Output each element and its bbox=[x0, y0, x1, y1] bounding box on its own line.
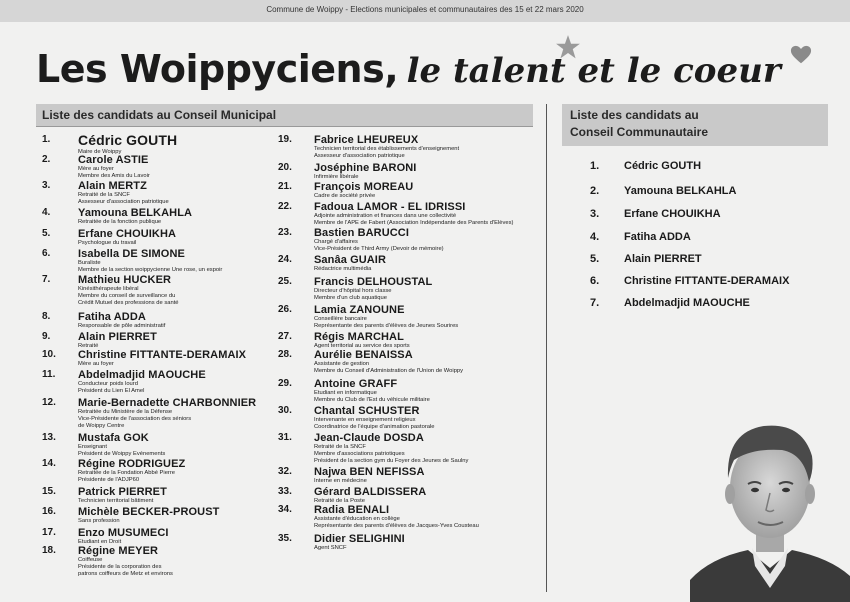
candidate-number: 1. bbox=[42, 134, 51, 145]
communautaire-entry bbox=[590, 275, 789, 287]
candidate-description: Cadre de société privée bbox=[314, 193, 376, 199]
candidate-number: 19. bbox=[278, 134, 292, 145]
candidate-name: Régine RODRIGUEZ bbox=[78, 458, 186, 470]
candidate-description: Assistante de gestion Membre du Conseil d'Administration de l'Union de Woippy bbox=[314, 361, 464, 374]
candidate-number: 32. bbox=[278, 466, 292, 477]
communautaire-entry bbox=[590, 160, 701, 172]
candidate-name: Aurélie BENAISSA bbox=[314, 349, 413, 361]
communautaire-name: Christine FITTANTE-DERAMAIX bbox=[624, 275, 790, 287]
candidate-description: Retraitée du Ministère de la Défense Vice-Présidente de l'association des séniors de Woippy Centre bbox=[78, 409, 192, 429]
candidate-description: Infirmière libérale bbox=[314, 174, 359, 180]
candidate-number: 13. bbox=[42, 432, 56, 443]
communautaire-list-heading bbox=[562, 104, 828, 146]
communautaire-entry bbox=[590, 297, 750, 309]
candidate-number: 30. bbox=[278, 405, 292, 416]
candidate-name: Alain PIERRET bbox=[78, 331, 157, 343]
communautaire-heading-line2: Conseil Communautaire bbox=[570, 124, 709, 139]
communautaire-name: Alain PIERRET bbox=[624, 253, 702, 265]
candidate-number: 21. bbox=[278, 181, 292, 192]
communautaire-name: Fatiha ADDA bbox=[624, 231, 691, 243]
candidate-number: 35. bbox=[278, 533, 292, 544]
communautaire-number: 6. bbox=[590, 275, 600, 287]
candidate-description: Etudiant en Droit bbox=[78, 539, 122, 545]
candidate-description: Agent SNCF bbox=[314, 545, 347, 551]
candidate-number: 2. bbox=[42, 154, 51, 165]
header-bar bbox=[0, 0, 850, 22]
candidate-name: Christine FITTANTE-DERAMAIX bbox=[78, 349, 247, 361]
title-main: Les Woippyciens, bbox=[36, 47, 399, 91]
communautaire-name: Erfane CHOUIKHA bbox=[624, 208, 721, 220]
candidate-description: Chargé d'affaires Vice-Président de Third Army (Devoir de mémoire) bbox=[314, 239, 444, 252]
candidate-name: Alain MERTZ bbox=[78, 180, 147, 192]
candidate-description: Retraitée de la Fondation Abbé Pierre Présidente de l'ADJP60 bbox=[78, 470, 175, 483]
candidate-description: Retraitée de la fonction publique bbox=[78, 219, 162, 225]
candidate-number: 8. bbox=[42, 311, 51, 322]
candidate-name: Chantal SCHUSTER bbox=[314, 405, 420, 417]
candidate-number: 17. bbox=[42, 527, 56, 538]
candidate-number: 12. bbox=[42, 397, 56, 408]
candidate-name: Joséphine BARONI bbox=[314, 162, 417, 174]
communautaire-name: Abdelmadjid MAOUCHE bbox=[624, 297, 750, 309]
candidate-name: Patrick PIERRET bbox=[78, 486, 167, 498]
candidate-name: Bastien BARUCCI bbox=[314, 227, 410, 239]
candidate-description: Retraité de la SNCF Assesseur d'association patriotique bbox=[78, 192, 169, 205]
candidate-name: Didier SELIGHINI bbox=[314, 533, 405, 545]
municipal-list-heading: Liste des candidats au Conseil Municipal bbox=[36, 104, 533, 126]
star-icon bbox=[555, 34, 581, 60]
candidate-name: Mathieu HUCKER bbox=[78, 274, 172, 286]
candidate-number: 33. bbox=[278, 486, 292, 497]
candidate-number: 28. bbox=[278, 349, 292, 360]
communautaire-entry bbox=[590, 208, 721, 220]
candidate-number: 31. bbox=[278, 432, 292, 443]
candidate-name: Régine MEYER bbox=[78, 545, 159, 557]
candidate-name: Enzo MUSUMECI bbox=[78, 527, 169, 539]
candidate-description: Retraité bbox=[78, 343, 99, 349]
communautaire-number: 4. bbox=[590, 231, 600, 243]
candidate-number: 27. bbox=[278, 331, 292, 342]
candidate-name: Sanâa GUAIR bbox=[314, 254, 387, 266]
page-title bbox=[36, 47, 781, 91]
candidate-number: 26. bbox=[278, 304, 292, 315]
candidate-number: 34. bbox=[278, 504, 292, 515]
candidate-name: Cédric GOUTH bbox=[78, 132, 178, 148]
candidate-number: 14. bbox=[42, 458, 56, 469]
communautaire-number: 2. bbox=[590, 185, 600, 197]
communautaire-entry bbox=[590, 231, 691, 243]
candidate-description: Agent territorial au service des sports bbox=[314, 343, 410, 349]
title-script: le talent et le coeur bbox=[406, 51, 781, 91]
candidate-number: 29. bbox=[278, 378, 292, 389]
candidate-number: 6. bbox=[42, 248, 51, 259]
communautaire-name: Cédric GOUTH bbox=[624, 160, 702, 172]
candidate-number: 20. bbox=[278, 162, 292, 173]
candidate-name: Isabella DE SIMONE bbox=[78, 248, 185, 260]
candidate-name: Mustafa GOK bbox=[78, 432, 149, 444]
candidate-description: Kinésithérapeute libéral Membre du conseil de surveillance du Crédit Mutuel des professions de santé bbox=[78, 286, 179, 306]
candidate-name: Michèle BECKER-PROUST bbox=[78, 506, 220, 518]
candidate-number: 4. bbox=[42, 207, 51, 218]
candidate-name: Fatiha ADDA bbox=[78, 311, 146, 323]
candidate-number: 11. bbox=[42, 369, 56, 380]
candidate-number: 18. bbox=[42, 545, 56, 556]
column-divider bbox=[546, 104, 547, 592]
heading-underline bbox=[36, 126, 533, 127]
candidate-description: Enseignant Président de Woippy Evénements bbox=[78, 444, 166, 457]
candidate-name: Jean-Claude DOSDA bbox=[314, 432, 424, 444]
communautaire-entry bbox=[590, 253, 702, 265]
candidate-description: Mère au foyer bbox=[78, 361, 114, 367]
candidate-description: Assistante d'éducation en collège Représentante des parents d'élèves de Jacques-Yves Cousteau bbox=[314, 516, 479, 529]
heart-icon bbox=[790, 44, 812, 66]
candidate-number: 25. bbox=[278, 276, 292, 287]
candidate-description: Buraliste Membre de la section woippycienne Une rose, un espoir bbox=[78, 260, 223, 273]
candidate-name: Radia BENALI bbox=[314, 504, 390, 516]
communautaire-heading-line1: Liste des candidats au bbox=[570, 108, 699, 122]
communautaire-number: 7. bbox=[590, 297, 600, 309]
communautaire-number: 3. bbox=[590, 208, 600, 220]
candidate-description: Technicien territorial des établissements d'enseignement Assesseur d'association patriotique bbox=[314, 146, 460, 159]
candidate-description: Retraité de la SNCF Membre d'associations patriotiques Président de la section gym du Foyer des Jeunes de Saulny bbox=[314, 444, 469, 464]
candidate-name: Marie-Bernadette CHARBONNIER bbox=[78, 397, 257, 409]
candidate-name: Antoine GRAFF bbox=[314, 378, 398, 390]
communautaire-name: Yamouna BELKAHLA bbox=[624, 185, 737, 197]
communautaire-number: 5. bbox=[590, 253, 600, 265]
candidate-description: Mère au foyer Membre des Amis du Lavoir bbox=[78, 166, 150, 179]
candidate-name: Abdelmadjid MAOUCHE bbox=[78, 369, 206, 381]
candidate-description: Interne en médecine bbox=[314, 478, 367, 484]
candidate-description: Sans profession bbox=[78, 518, 120, 524]
candidate-description: Maire de Woippy bbox=[78, 149, 122, 155]
candidate-number: 24. bbox=[278, 254, 292, 265]
candidate-name: Najwa BEN NEFISSA bbox=[314, 466, 425, 478]
header-text: Commune de Woippy - Elections municipales et communautaires des 15 et 22 mars 2020 bbox=[266, 5, 584, 14]
candidate-number: 15. bbox=[42, 486, 56, 497]
candidate-number: 22. bbox=[278, 201, 292, 212]
candidate-number: 5. bbox=[42, 228, 51, 239]
candidate-description: Directeur d'hôpital hors classe Membre d'un club aquatique bbox=[314, 288, 392, 301]
candidate-name: Yamouna BELKAHLA bbox=[78, 207, 193, 219]
candidate-name: François MOREAU bbox=[314, 181, 414, 193]
candidate-description: Conseillère bancaire Représentante des parents d'élèves de Jeunes Sourires bbox=[314, 316, 459, 329]
candidate-name: Francis DELHOUSTAL bbox=[314, 276, 433, 288]
candidate-description: Technicien territorial bâtiment bbox=[78, 498, 154, 504]
candidate-number: 10. bbox=[42, 349, 56, 360]
candidate-number: 16. bbox=[42, 506, 56, 517]
candidate-description: Conducteur poids lourd Président du Lien El Amel bbox=[78, 381, 145, 394]
candidate-name: Fadoua LAMOR - EL IDRISSI bbox=[314, 201, 466, 213]
candidate-number: 7. bbox=[42, 274, 51, 285]
candidate-number: 9. bbox=[42, 331, 51, 342]
candidate-name: Régis MARCHAL bbox=[314, 331, 404, 343]
candidate-name: Lamia ZANOUNE bbox=[314, 304, 405, 316]
candidate-description: Adjointe administration et finances dans une collectivité Membre de l'APE de Fabert (Association Indépendante des Parents d'Elèves) bbox=[314, 213, 514, 226]
candidate-description: Intervenante en enseignement religieux Coordinatrice de l'équipe d'animation pastorale bbox=[314, 417, 435, 430]
communautaire-entry bbox=[590, 185, 736, 197]
candidate-description: Etudiant en informatique Membre du Club de l'Est du véhicule militaire bbox=[314, 390, 430, 403]
candidate-description: Rédactrice multimédia bbox=[314, 266, 372, 272]
candidate-description: Responsable de pôle administratif bbox=[78, 323, 166, 329]
candidate-number: 23. bbox=[278, 227, 292, 238]
candidate-description: Retraité de la Poste bbox=[314, 498, 365, 504]
candidate-name: Fabrice LHEUREUX bbox=[314, 134, 419, 146]
candidate-name: Carole ASTIE bbox=[78, 154, 149, 166]
candidate-description: Coiffeuse Présidente de la corporation des patrons coiffeurs de Metz et environs bbox=[78, 557, 173, 577]
communautaire-number: 1. bbox=[590, 160, 600, 172]
candidate-portrait bbox=[690, 398, 850, 602]
candidate-name: Erfane CHOUIKHA bbox=[78, 228, 177, 240]
candidate-name: Gérard BALDISSERA bbox=[314, 486, 427, 498]
candidate-description: Psychologue du travail bbox=[78, 240, 137, 246]
candidate-number: 3. bbox=[42, 180, 51, 191]
